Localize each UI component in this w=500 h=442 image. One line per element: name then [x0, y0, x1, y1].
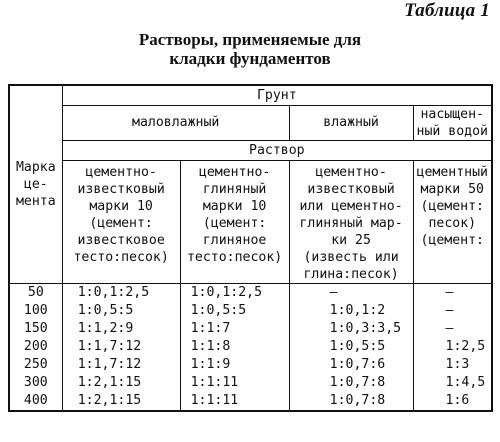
cell-value: 1:1:11: [180, 392, 289, 411]
cell-value: 1:2,1:15: [62, 374, 180, 392]
cell-value: 1:0,7:8: [289, 392, 413, 411]
mortar-desc-line: тесто:песок): [186, 249, 283, 265]
mortar-desc-line: известковый: [77, 181, 165, 197]
header-mortar-2: [180, 160, 289, 283]
header-marka: [9, 85, 62, 283]
header-marka-line: це-: [23, 176, 48, 192]
mortar-desc-line: (известь или: [303, 249, 399, 265]
table-row: [9, 392, 492, 411]
header-marka-line: Марка: [15, 159, 56, 175]
cell-value: 1:1,7:12: [62, 356, 180, 374]
cell-value: 1:0,5:5: [289, 338, 413, 356]
mortar-desc-line: глиняное: [202, 232, 267, 248]
mortar-desc-line: ки 25: [331, 232, 371, 248]
mortar-desc-line: песок): [428, 215, 477, 231]
mortar-desc-line: глиняный мар-: [299, 215, 403, 231]
cell-value: 1:0,5:5: [180, 302, 289, 320]
cell-value: 1:1:8: [180, 338, 289, 356]
mortar-desc-line: глиняный: [202, 181, 267, 197]
cell-marka: 200: [9, 338, 62, 356]
header-grunt: Грунт: [62, 85, 492, 105]
cell-value: 1:1:9: [180, 356, 289, 374]
mortar-desc-line: (цемент:: [89, 215, 153, 231]
cell-value: 1:3: [413, 356, 492, 374]
mortar-desc-line: (цемент:: [420, 232, 485, 248]
cell-value: 1:1,2:9: [62, 320, 180, 338]
header-rastvor: Раствор: [62, 140, 492, 160]
cell-value: –: [289, 283, 413, 302]
cell-value: 1:0,7:6: [289, 356, 413, 374]
header-soil-saturated-line: насыщен-: [420, 106, 485, 122]
mortar-desc-line: известковое: [77, 232, 165, 248]
mortar-desc-line: (цемент:: [202, 215, 267, 231]
mortar-desc-line: (цемент:: [420, 198, 485, 214]
cell-value: 1:0,1:2,5: [62, 283, 180, 302]
table-row: [9, 374, 492, 392]
table-row: [9, 338, 492, 356]
mortar-desc-line: известковый: [307, 181, 395, 197]
mortar-desc-line: цементно-: [315, 164, 387, 180]
table-title: [0, 30, 500, 68]
cell-value: 1:4,5: [413, 374, 492, 392]
mortar-desc-line: тесто:песок): [73, 249, 169, 265]
cell-marka: 100: [9, 302, 62, 320]
header-soil-saturated-line: ный водой: [416, 123, 488, 139]
cell-value: 1:2,1:15: [62, 392, 180, 411]
cell-marka: 150: [9, 320, 62, 338]
cell-value: 1:0,5:5: [62, 302, 180, 320]
cell-value: –: [413, 320, 492, 338]
mortar-desc-line: марки 10: [202, 198, 267, 214]
title-line-2: кладки фундаментов: [169, 49, 331, 68]
cell-value: 1:6: [413, 392, 492, 411]
cell-value: –: [413, 283, 492, 302]
mortar-desc-line: цементно-: [85, 164, 157, 180]
mortar-desc-line: глина:песок): [303, 266, 399, 282]
mortar-table: [8, 84, 493, 412]
mortar-desc-line: цементный: [416, 164, 488, 180]
cell-marka: 50: [9, 283, 62, 302]
cell-marka: 400: [9, 392, 62, 411]
cell-value: 1:1,7:12: [62, 338, 180, 356]
header-mortar-1: [62, 160, 180, 283]
cell-value: 1:0,1:2,5: [180, 283, 289, 302]
cell-marka: 300: [9, 374, 62, 392]
mortar-desc-line: марки 50: [420, 181, 485, 197]
header-soil-low-moisture: маловлажный: [62, 105, 289, 140]
cell-value: 1:0,7:8: [289, 374, 413, 392]
header-mortar-4: [413, 160, 492, 283]
table-row: [9, 320, 492, 338]
table-row: [9, 283, 492, 302]
mortar-desc-line: марки 10: [89, 198, 153, 214]
cell-marka: 250: [9, 356, 62, 374]
cell-value: 1:0,3:3,5: [289, 320, 413, 338]
header-mortar-3: [289, 160, 413, 283]
table-row: [9, 302, 492, 320]
mortar-desc-line: цементно-: [198, 164, 271, 180]
cell-value: 1:1:7: [180, 320, 289, 338]
header-soil-saturated: [413, 105, 492, 140]
cell-value: 1:1:11: [180, 374, 289, 392]
table-caption: Таблица 1: [404, 0, 490, 21]
cell-value: –: [413, 302, 492, 320]
table-row: [9, 356, 492, 374]
header-marka-line: мента: [15, 193, 56, 209]
mortar-desc-line: или цементно-: [299, 198, 403, 214]
cell-value: 1:2,5: [413, 338, 492, 356]
cell-value: 1:0,1:2: [289, 302, 413, 320]
header-soil-moist: влажный: [289, 105, 413, 140]
title-line-1: Растворы, применяемые для: [138, 30, 362, 49]
